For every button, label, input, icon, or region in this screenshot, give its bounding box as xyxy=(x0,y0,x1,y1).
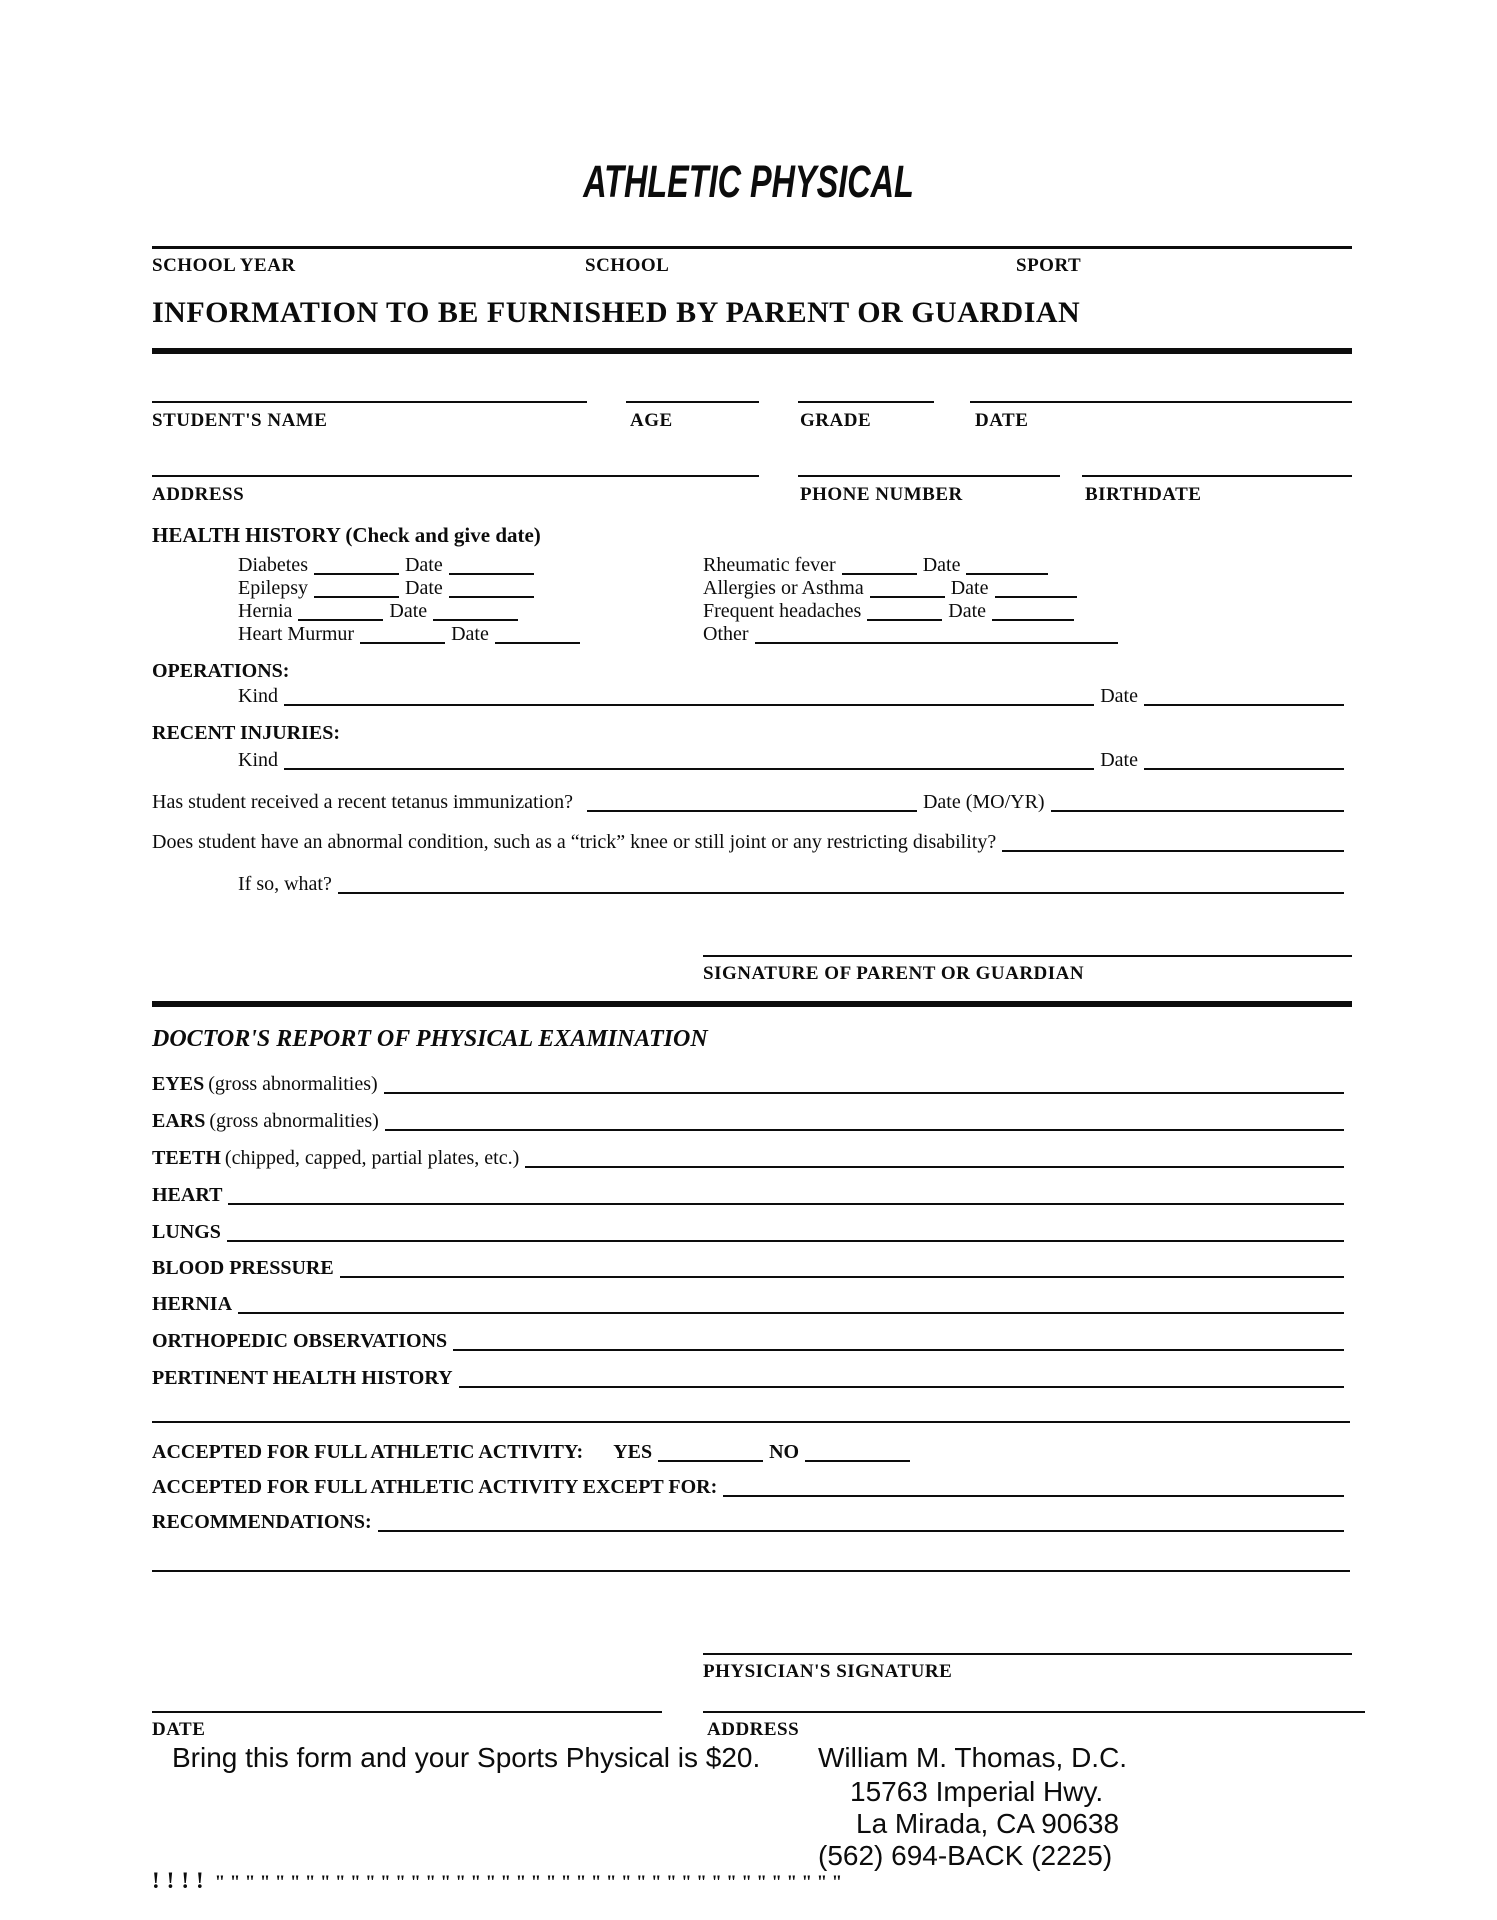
tetanus-date-line[interactable] xyxy=(1051,790,1344,812)
eyes-label: EYES xyxy=(152,1073,205,1095)
heart-murmur-date-line[interactable] xyxy=(495,622,580,644)
if-so-label: If so, what? xyxy=(238,873,332,895)
health-row-epilepsy xyxy=(238,576,568,600)
date-label: DATE xyxy=(975,410,1029,431)
parent-signature-line[interactable] xyxy=(703,955,1352,957)
headaches-date-label: Date xyxy=(948,600,987,622)
hernia-label: Hernia xyxy=(238,600,293,622)
scan-artifact-bangs: !!!! xyxy=(152,1868,211,1893)
date-field-line[interactable] xyxy=(970,401,1352,403)
health-history-note: (Check and give date) xyxy=(345,523,541,547)
doctor-row-lungs xyxy=(152,1220,1350,1244)
tetanus-question: Has student received a recent tetanus immunization? xyxy=(152,791,573,813)
students-name-label: STUDENT'S NAME xyxy=(152,410,328,431)
health-row-heart-murmur xyxy=(238,622,598,646)
blood-pressure-line[interactable] xyxy=(340,1256,1344,1278)
doctor-row-teeth xyxy=(152,1146,1350,1170)
no-line[interactable] xyxy=(805,1440,910,1462)
ears-label: EARS xyxy=(152,1110,206,1132)
physician-signature-line[interactable] xyxy=(703,1653,1352,1655)
health-row-diabetes xyxy=(238,553,568,577)
doctor-row-heart xyxy=(152,1183,1350,1207)
physician-signature-label: PHYSICIAN'S SIGNATURE xyxy=(703,1661,953,1682)
heart-murmur-check-line[interactable] xyxy=(360,622,445,644)
hernia-exam-line[interactable] xyxy=(238,1292,1344,1314)
abnormal-condition-line[interactable] xyxy=(1002,830,1344,852)
rheumatic-fever-date-line[interactable] xyxy=(966,553,1048,575)
doctor-row-blood-pressure xyxy=(152,1256,1350,1280)
acceptance-divider-line xyxy=(152,1421,1350,1423)
page-title: ATHLETIC PHYSICAL xyxy=(583,156,914,207)
hernia-date-line[interactable] xyxy=(433,599,518,621)
phone-field-line[interactable] xyxy=(798,475,1060,477)
scan-artifact-quotes: """""""""""""""""""""""""""""""""""""""""" xyxy=(214,1872,847,1893)
orthopedic-line[interactable] xyxy=(453,1329,1344,1351)
rheumatic-fever-check-line[interactable] xyxy=(842,553,917,575)
address-field-line[interactable] xyxy=(152,475,759,477)
doctor-address-line1: 15763 Imperial Hwy. xyxy=(850,1776,1104,1807)
pertinent-history-label: PERTINENT HEALTH HISTORY xyxy=(152,1367,453,1389)
heart-label: HEART xyxy=(152,1184,223,1206)
recommendations-row xyxy=(152,1510,1350,1534)
doctor-address-line2: La Mirada, CA 90638 xyxy=(856,1808,1120,1839)
recommendations-line[interactable] xyxy=(378,1510,1344,1532)
footer-note: Bring this form and your Sports Physical is $20. xyxy=(172,1742,761,1773)
lungs-line[interactable] xyxy=(227,1220,1344,1242)
birthdate-label: BIRTHDATE xyxy=(1085,484,1202,505)
age-field-line[interactable] xyxy=(626,401,759,403)
health-history-title: HEALTH HISTORY xyxy=(152,523,341,547)
teeth-line[interactable] xyxy=(525,1146,1344,1168)
allergies-label: Allergies or Asthma xyxy=(703,577,864,599)
rheumatic-fever-label: Rheumatic fever xyxy=(703,554,836,576)
allergies-check-line[interactable] xyxy=(870,576,945,598)
recommendations-label: RECOMMENDATIONS: xyxy=(152,1511,372,1533)
headaches-date-line[interactable] xyxy=(992,599,1074,621)
health-row-allergies xyxy=(703,576,1123,600)
exam-date-line[interactable] xyxy=(152,1711,662,1713)
birthdate-field-line[interactable] xyxy=(1082,475,1352,477)
scan-artifact-marks xyxy=(152,1868,847,1894)
age-label: AGE xyxy=(630,410,673,431)
accepted-except-row xyxy=(152,1475,1350,1499)
operations-kind-line[interactable] xyxy=(284,684,1094,706)
parent-section-heading: INFORMATION TO BE FURNISHED BY PARENT OR GUARDIAN xyxy=(152,296,1081,329)
section-divider-doctor xyxy=(152,1001,1352,1007)
doctor-name: William M. Thomas, D.C. xyxy=(818,1742,1128,1773)
heart-line[interactable] xyxy=(228,1183,1344,1205)
teeth-label: TEETH xyxy=(152,1147,221,1169)
operations-kind-row xyxy=(238,684,1350,708)
accepted-full-label: ACCEPTED FOR FULL ATHLETIC ACTIVITY: xyxy=(152,1441,584,1463)
health-row-hernia xyxy=(238,599,568,623)
epilepsy-date-label: Date xyxy=(405,577,443,599)
tetanus-date-label: Date (MO/YR) xyxy=(922,791,1045,813)
exam-address-line[interactable] xyxy=(703,1711,1365,1713)
teeth-note: (chipped, capped, partial plates, etc.) xyxy=(224,1147,520,1169)
allergies-date-line[interactable] xyxy=(995,576,1077,598)
hernia-date-label: Date xyxy=(389,600,428,622)
doctor-section-heading: DOCTOR'S REPORT OF PHYSICAL EXAMINATION xyxy=(152,1026,708,1052)
exam-address-label: ADDRESS xyxy=(707,1719,800,1740)
if-so-line[interactable] xyxy=(338,872,1344,894)
doctor-row-hernia xyxy=(152,1292,1350,1316)
doctor-row-orthopedic xyxy=(152,1329,1350,1353)
injuries-kind-row xyxy=(238,748,1350,772)
headaches-check-line[interactable] xyxy=(867,599,942,621)
hernia-exam-label: HERNIA xyxy=(152,1293,233,1315)
abnormal-condition-question: Does student have an abnormal condition, such as a “trick” knee or still joint or any restricting disability? xyxy=(152,831,997,853)
accepted-except-line[interactable] xyxy=(723,1475,1344,1497)
orthopedic-label: ORTHOPEDIC OBSERVATIONS xyxy=(152,1330,448,1352)
operations-date-label: Date xyxy=(1100,685,1138,707)
grade-field-line[interactable] xyxy=(798,401,934,403)
pertinent-history-line[interactable] xyxy=(459,1366,1344,1388)
accepted-row xyxy=(152,1440,916,1464)
health-row-other xyxy=(703,622,1124,646)
operations-kind-label: Kind xyxy=(238,685,278,707)
doctor-phone: (562) 694-BACK (2225) xyxy=(818,1840,1113,1871)
student-name-field-line[interactable] xyxy=(152,401,587,403)
heart-murmur-label: Heart Murmur xyxy=(238,623,355,645)
injuries-date-line[interactable] xyxy=(1144,748,1344,770)
injuries-kind-label: Kind xyxy=(238,749,278,771)
accepted-except-label: ACCEPTED FOR FULL ATHLETIC ACTIVITY EXCEPT FOR: xyxy=(152,1476,718,1498)
injuries-kind-line[interactable] xyxy=(284,748,1094,770)
diabetes-label: Diabetes xyxy=(238,554,308,576)
operations-heading: OPERATIONS: xyxy=(152,660,290,682)
eyes-line[interactable] xyxy=(384,1072,1344,1094)
other-line[interactable] xyxy=(755,622,1118,644)
no-label: NO xyxy=(769,1441,800,1463)
ears-line[interactable] xyxy=(385,1109,1344,1131)
address-label: ADDRESS xyxy=(152,484,245,505)
grade-label: GRADE xyxy=(800,410,872,431)
school-label: SCHOOL xyxy=(585,255,670,276)
yes-line[interactable] xyxy=(658,1440,763,1462)
health-row-rheumatic-fever xyxy=(703,553,1103,577)
school-year-label: SCHOOL YEAR xyxy=(152,255,296,276)
epilepsy-date-line[interactable] xyxy=(449,576,534,598)
allergies-date-label: Date xyxy=(950,577,989,599)
epilepsy-label: Epilepsy xyxy=(238,577,308,599)
operations-date-line[interactable] xyxy=(1144,684,1344,706)
health-history-heading xyxy=(152,523,541,548)
diabetes-date-line[interactable] xyxy=(449,553,534,575)
blood-pressure-label: BLOOD PRESSURE xyxy=(152,1257,334,1279)
yes-label: YES xyxy=(613,1441,653,1463)
phone-number-label: PHONE NUMBER xyxy=(800,484,963,505)
heart-murmur-date-label: Date xyxy=(451,623,489,645)
exam-date-label: DATE xyxy=(152,1719,206,1740)
parent-signature-label: SIGNATURE OF PARENT OR GUARDIAN xyxy=(703,963,1085,984)
recent-injuries-heading: RECENT INJURIES: xyxy=(152,722,341,744)
signature-divider-line xyxy=(152,1570,1350,1572)
other-label: Other xyxy=(703,623,749,645)
lungs-label: LUNGS xyxy=(152,1221,221,1243)
ears-note: (gross abnormalities) xyxy=(209,1110,379,1132)
doctor-row-pertinent-history xyxy=(152,1366,1350,1390)
eyes-note: (gross abnormalities) xyxy=(208,1073,378,1095)
section-divider-top xyxy=(152,348,1352,354)
headaches-label: Frequent headaches xyxy=(703,600,862,622)
diabetes-date-label: Date xyxy=(404,554,443,576)
epilepsy-check-line[interactable] xyxy=(314,576,399,598)
abnormal-condition-row xyxy=(152,830,1350,854)
rheumatic-fever-date-label: Date xyxy=(922,554,961,576)
doctor-row-eyes xyxy=(152,1072,1350,1096)
health-row-headaches xyxy=(703,599,1123,623)
doctor-row-ears xyxy=(152,1109,1350,1133)
hernia-check-line[interactable] xyxy=(298,599,383,621)
diabetes-check-line[interactable] xyxy=(314,553,399,575)
tetanus-row xyxy=(152,790,1350,814)
tetanus-answer-line[interactable] xyxy=(587,790,917,812)
header-fields-line[interactable] xyxy=(152,246,1352,249)
if-so-row xyxy=(238,872,1350,896)
injuries-date-label: Date xyxy=(1100,749,1138,771)
sport-label: SPORT xyxy=(1016,255,1082,276)
